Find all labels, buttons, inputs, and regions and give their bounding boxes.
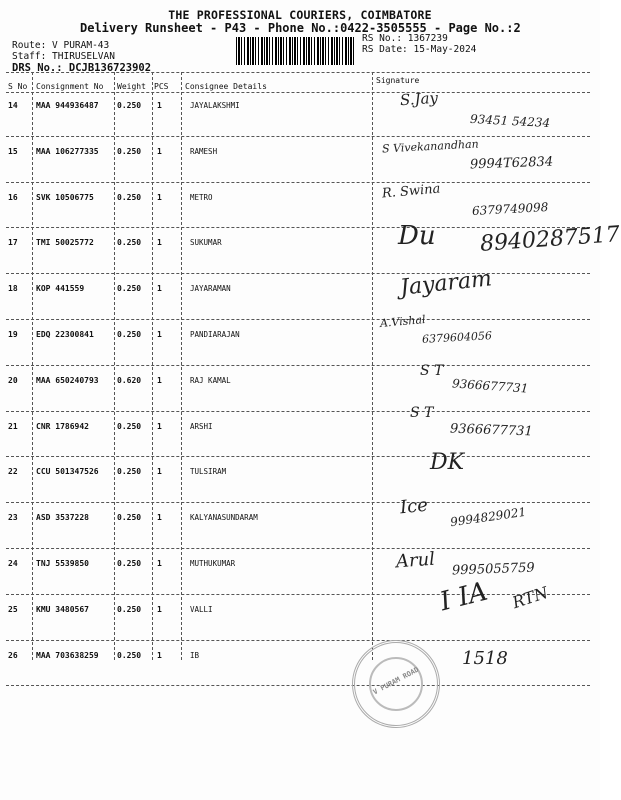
col-divider xyxy=(114,72,115,660)
row-consignment-no: SVK 10506775 xyxy=(36,192,94,202)
signature-mark: R. Swina xyxy=(381,181,441,202)
signature-mark: DK xyxy=(430,450,465,476)
row-divider xyxy=(6,365,590,366)
header-bottom-border xyxy=(6,92,590,93)
col-divider xyxy=(181,72,182,660)
row-weight: 0.250 xyxy=(117,604,142,614)
signature-phone: 6379604056 xyxy=(421,329,493,346)
drs-number: DRS No.: DCJB136723902 xyxy=(12,62,152,74)
row-pcs: 1 xyxy=(157,467,162,477)
row-sno: 25 xyxy=(8,604,18,614)
row-consignment-no: MAA 106277335 xyxy=(36,146,99,156)
row-weight: 0.250 xyxy=(117,238,142,248)
row-consignee-name: JAYALAKSHMI xyxy=(190,101,240,110)
row-consignee-name: RAMESH xyxy=(190,146,218,156)
signature-phone: 6379749098 xyxy=(471,199,549,218)
row-sno: 21 xyxy=(8,421,18,431)
signature-phone: 9995055759 xyxy=(451,560,535,579)
row-divider xyxy=(6,319,590,320)
row-consignee-name: MUTHUKUMAR xyxy=(190,559,236,568)
row-sno: 18 xyxy=(8,284,18,294)
row-consignee-name: KALYANASUNDARAM xyxy=(190,513,258,523)
row-weight: 0.250 xyxy=(117,513,142,523)
runsheet-subtitle: Delivery Runsheet - P43 - Phone No.:0422-3505555 - Page No.:2 xyxy=(80,21,521,35)
row-sno: 22 xyxy=(8,467,18,477)
signature-mark: S T xyxy=(410,404,434,421)
col-divider xyxy=(152,72,153,660)
barcode-image xyxy=(236,37,354,65)
row-consignment-no: TMI 50025772 xyxy=(36,238,94,248)
row-pcs: 1 xyxy=(157,238,162,248)
row-pcs: 1 xyxy=(157,650,162,660)
row-divider xyxy=(6,594,590,595)
row-pcs: 1 xyxy=(157,330,162,339)
row-weight: 0.250 xyxy=(117,650,142,660)
row-consignee-name: ARSHI xyxy=(190,421,213,431)
signature-mark: Arul xyxy=(395,548,436,573)
row-pcs: 1 xyxy=(157,192,162,202)
row-sno: 15 xyxy=(8,146,18,156)
row-divider xyxy=(6,136,590,137)
delivery-stamp xyxy=(352,640,440,728)
rs-date: RS Date: 15-May-2024 xyxy=(362,44,477,55)
row-consignment-no: TNJ 5539850 xyxy=(36,559,89,568)
col-header-consignee: Consignee Details xyxy=(185,82,267,91)
row-sno: 19 xyxy=(8,330,18,339)
row-divider xyxy=(6,548,590,549)
col-divider xyxy=(32,72,33,660)
row-pcs: 1 xyxy=(157,559,162,568)
row-sno: 17 xyxy=(8,238,18,248)
row-weight: 0.250 xyxy=(117,559,142,568)
signature-phone: 9994829021 xyxy=(449,504,527,530)
row-divider xyxy=(6,502,590,503)
row-consignment-no: KOP 441559 xyxy=(36,284,85,294)
staff-label: Staff: THIRUSELVAN xyxy=(12,51,115,62)
row-sno: 24 xyxy=(8,559,18,568)
row-consignee-name: RAJ KAMAL xyxy=(190,375,231,385)
row-consignment-no: MAA 944936487 xyxy=(36,101,99,110)
signature-mark: I IA xyxy=(437,576,491,618)
signature-phone: 8940287517 xyxy=(479,222,621,258)
row-weight: 0.250 xyxy=(117,421,142,431)
row-weight: 0.250 xyxy=(117,101,142,110)
row-consignee-name: METRO xyxy=(190,192,213,202)
signature-mark: Du xyxy=(398,221,436,252)
row-consignment-no: MAA 650240793 xyxy=(36,375,99,385)
route-label: Route: V PURAM-43 xyxy=(12,40,110,51)
signature-phone: 9366677731 xyxy=(449,421,533,440)
signature-mark: Ice xyxy=(398,494,429,519)
row-divider xyxy=(6,182,590,183)
row-divider xyxy=(6,640,590,641)
row-consignment-no: MAA 703638259 xyxy=(36,650,99,660)
row-divider xyxy=(6,456,590,457)
row-sno: 16 xyxy=(8,192,18,202)
signature-phone: RTN xyxy=(509,582,551,612)
row-divider xyxy=(6,685,590,686)
col-header-signature: Signature xyxy=(376,76,420,85)
row-divider xyxy=(6,273,590,274)
signature-mark: S Vivekanandhan xyxy=(381,137,480,156)
row-pcs: 1 xyxy=(157,513,162,523)
row-pcs: 1 xyxy=(157,375,162,385)
table-top-border xyxy=(6,72,590,73)
row-pcs: 1 xyxy=(157,604,162,614)
col-header-weight: Weight xyxy=(117,82,146,91)
signature-mark: A.Vishal xyxy=(379,313,426,330)
row-consignment-no: CCU 501347526 xyxy=(36,467,99,477)
signature-mark: S T xyxy=(420,362,444,379)
row-consignee-name: IB xyxy=(190,650,200,660)
row-weight: 0.250 xyxy=(117,467,142,477)
company-title: THE PROFESSIONAL COURIERS, COIMBATORE xyxy=(168,8,432,22)
signature-mark: Jayaram xyxy=(398,266,494,301)
col-divider xyxy=(372,72,373,660)
signature-phone: 9994T62834 xyxy=(469,154,554,173)
row-sno: 26 xyxy=(8,650,18,660)
col-header-pcs: PCS xyxy=(154,82,169,91)
row-consignee-name: JAYARAMAN xyxy=(190,284,231,294)
row-weight: 0.250 xyxy=(117,330,142,339)
row-pcs: 1 xyxy=(157,284,162,294)
row-pcs: 1 xyxy=(157,101,162,110)
row-weight: 0.620 xyxy=(117,375,142,385)
row-consignment-no: ASD 3537228 xyxy=(36,513,89,523)
signature-phone: 9366677731 xyxy=(451,376,529,396)
row-consignee-name: VALLI xyxy=(190,604,213,614)
col-header-sno: S No xyxy=(8,82,28,91)
row-sno: 23 xyxy=(8,513,18,523)
row-consignee-name: SUKUMAR xyxy=(190,238,222,248)
row-weight: 0.250 xyxy=(117,146,142,156)
row-sno: 20 xyxy=(8,375,18,385)
row-weight: 0.250 xyxy=(117,192,142,202)
row-pcs: 1 xyxy=(157,421,162,431)
rs-number: RS No.: 1367239 xyxy=(362,33,448,44)
row-consignee-name: PANDIARAJAN xyxy=(190,330,240,339)
row-divider xyxy=(6,227,590,228)
row-consignment-no: EDQ 22300841 xyxy=(36,330,94,339)
row-sno: 14 xyxy=(8,101,18,110)
stamp-text: V PURAM ROAD xyxy=(371,665,421,697)
row-consignment-no: KMU 3480567 xyxy=(36,604,89,614)
row-divider xyxy=(6,411,590,412)
col-header-consignment: Consignment No xyxy=(36,82,104,91)
signature-phone: 1518 xyxy=(462,647,508,669)
row-weight: 0.250 xyxy=(117,284,142,294)
row-pcs: 1 xyxy=(157,146,162,156)
row-consignee-name: TULSIRAM xyxy=(190,467,227,477)
signature-mark: S.Jay xyxy=(399,88,439,110)
row-consignment-no: CNR 1786942 xyxy=(36,421,89,431)
signature-phone: 93451 54234 xyxy=(469,111,551,131)
